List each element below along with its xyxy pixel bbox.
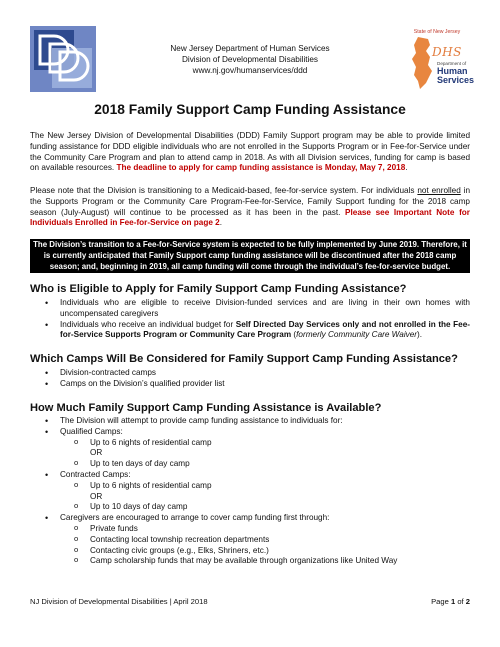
contracted-camps-sublist — [60, 481, 470, 513]
intro-p2-a: Please note that the Division is transitioning to a Medicaid-based, fee-for-service system. For individuals — [30, 186, 418, 195]
qualified-camps-label: Qualified Camps: — [60, 426, 123, 436]
or-separator: OR — [90, 448, 103, 458]
list-item: o Up to ten days of day camp — [60, 459, 470, 470]
agency-header — [130, 43, 370, 76]
eligibility-b2-end: ). — [417, 330, 423, 340]
eligibility-list — [30, 298, 470, 341]
dhs-state-label: State of New Jersey — [413, 29, 461, 35]
intro-p1-end: . — [405, 163, 408, 173]
list-item — [30, 513, 470, 567]
intro-p1-text: The New Jersey Division of Developmental Disabilities (DDD) Family Support program may be able to provide limited funding assistance for DDD eligible individuals who are not enrolled in the Supports Program or in Fee-for-Service under the Community Care Program and plan to attend camp in 2018. As with all Division services, funding for camp is based on available resources. — [30, 131, 470, 173]
list-item: o Private funds — [60, 524, 470, 535]
page-total: 2 — [465, 597, 470, 606]
footer-source: NJ Division of Developmental Disabilities | April 2018 — [30, 597, 208, 606]
division-name: Division of Developmental Disabilities — [181, 55, 319, 64]
list-item: o Up to 10 days of day camp — [60, 502, 470, 513]
agency-website: www.nj.gov/humanservices/ddd — [192, 66, 308, 75]
contracted-camps-label: Contracted Camps: — [60, 469, 131, 479]
eligibility-heading: Who is Eligible to Apply for Family Support Camp Funding Assistance? — [30, 283, 407, 295]
list-item — [30, 320, 470, 342]
list-item: o Contacting civic groups (e.g., Elks, Shriners, etc.) — [60, 546, 470, 557]
caregivers-label: Caregivers are encouraged to arrange to cover camp funding first through: — [60, 513, 330, 523]
dhs-wordmark: DHS — [432, 45, 462, 59]
list-item: • Camps on the Division’s qualified provider list — [30, 379, 470, 390]
transition-notice-banner: The Division’s transition to a Fee-for-Service system is expected to be fully implemented by June 2019. Therefore, it is currently anticipated that Family Support camp funding assistance will be discontinued after the 2018 camp season; and, beginning in 2019, all camp funding will come through the individual’s fee-for-service budget. — [30, 239, 470, 273]
intro-p2-b: in the Supports Program or the Community Care Program-Fee-for-Service, Family Support funding for the 2018 camp season (July-August) will continue to be processed as it has been in the past. — [30, 186, 471, 217]
eligibility-b2-bold: Self Directed Day Services only and not enrolled in the Fee-for-Service Supports Program or Community Care Program — [60, 319, 470, 340]
list-item: o Up to 6 nights of residential camp — [60, 438, 470, 449]
eligibility-b2-italic: formerly Community Care Waiver — [296, 330, 418, 340]
footer-page-number — [431, 597, 470, 606]
qualified-camps-sublist — [60, 438, 470, 470]
funding-heading: How Much Family Support Camp Funding Assistance is Available? — [30, 402, 382, 414]
important-note-reference: Please see Important Note for Individuals Enrolled in Fee-for-Service on page 2 — [30, 207, 470, 228]
intro-p2-underlined: not enrolled — [417, 186, 461, 195]
list-item: • Division-contracted camps — [30, 368, 470, 379]
list-item: • Individuals who are eligible to receive Division-funded services and are living in their own homes with uncompensated caregivers — [30, 298, 470, 320]
list-item: o Camp scholarship funds that may be available through organizations like United Way — [60, 556, 470, 567]
page-word: Page — [431, 597, 451, 606]
intro-paragraph-2 — [30, 186, 470, 229]
list-item — [30, 470, 470, 513]
intro-paragraph-1 — [30, 131, 470, 174]
list-item — [30, 427, 470, 470]
document-title: 2018 Family Support Camp Funding Assistance — [94, 102, 406, 117]
funding-list — [30, 416, 470, 567]
page-current: 1 — [450, 597, 456, 606]
dhs-human-label: Human — [437, 66, 468, 76]
camps-list — [30, 368, 470, 390]
eligibility-b2-paren: ( — [291, 330, 297, 340]
dhs-services-label: Services — [437, 75, 475, 85]
list-item: o Up to 6 nights of residential camp — [60, 481, 470, 492]
list-item: • The Division will attempt to provide camp funding assistance to individuals for: — [30, 416, 470, 427]
dhs-dept-label: Department of — [437, 61, 467, 66]
page-of-word: of — [455, 597, 466, 606]
deadline-notice: The deadline to apply for camp funding assistance is Monday, May 7, 2018 — [116, 163, 406, 173]
eligibility-b2-text: Individuals who receive an individual budget for — [60, 319, 236, 329]
agency-name: New Jersey Department of Human Services — [170, 44, 330, 53]
caregiver-options-sublist — [60, 524, 470, 567]
list-item: o Contacting local township recreation departments — [60, 535, 470, 546]
camps-heading: Which Camps Will Be Considered for Family Support Camp Funding Assistance? — [30, 353, 458, 365]
ddd-logo-icon — [30, 26, 96, 92]
dhs-logo — [404, 29, 475, 95]
or-separator: OR — [90, 491, 103, 501]
intro-p2-end: . — [219, 218, 223, 228]
